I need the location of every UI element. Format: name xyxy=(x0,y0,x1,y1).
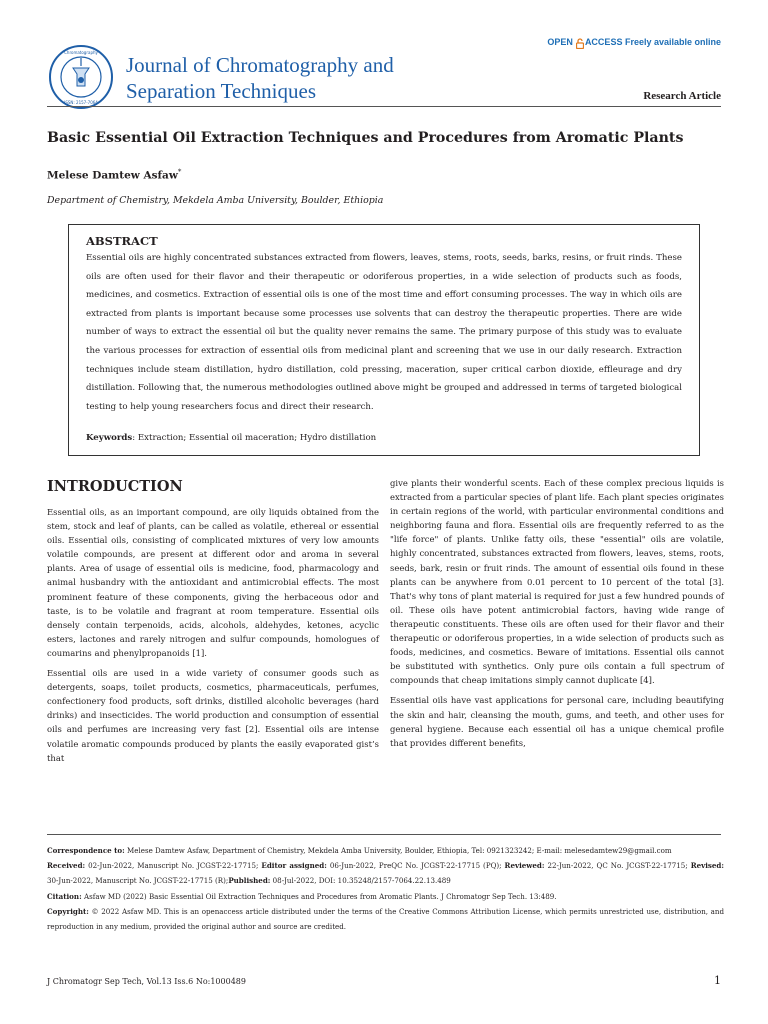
body-column-left xyxy=(47,505,379,771)
copyright-text: © 2022 Asfaw MD. This is an openaccess article distributed under the terms of the Creative Commons Attribution License, which permits unrestricted use, distribution, and reproduction in any medium, provided the original author and source are credited. xyxy=(47,906,724,932)
editor-text: 06-Jun-2022, PreQC No. JCGST-22-17715 (PQ); xyxy=(326,861,505,871)
author-text: Melese Damtew Asfaw xyxy=(47,169,178,182)
reviewed-label: Reviewed: xyxy=(504,861,545,871)
abstract-text: Essential oils are highly concentrated substances extracted from flowers, leaves, stems, roots, seeds, barks, resins, or fruit rinds. These oils are often used for their flavor and their therapeutic or odoriferous properties, in a wide selection of products such as foods, medicines, and cosmetics. Extraction of essential oils is one of the most time and effort consuming processes. The way in which oils are extracted from plants is important because some processes use solvents that can destroy the therapeutic properties. There are wide number of ways to extract the essential oil but the quality never remains the same. The primary purpose of this study was to evaluate the various processes for extraction of essential oils from medicinal plant and screening that we use in our daily research. Extraction techniques include steam distillation, hydro distillation, cold pressing, maceration, super critical carbon dioxide, effleurage and dry distillation. Following that, the numerous methodologies outlined above might be grouped and addressed in terms of targeted biological testing to help young researchers focus and direct their research. xyxy=(86,253,682,412)
footnotes xyxy=(47,843,724,934)
author-affiliation: Department of Chemistry, Mekdela Amba University, Boulder, Ethiopia xyxy=(47,195,384,206)
published-text: 08-Jul-2022, DOI: 10.35248/2157-7064.22.13.489 xyxy=(270,876,451,886)
citation-text: Asfaw MD (2022) Basic Essential Oil Extraction Techniques and Procedures from Aromatic Plants. J Chromatogr Sep Tech. 13:489. xyxy=(81,891,557,901)
correspondence-text: Melese Damtew Asfaw, Department of Chemistry, Mekdela Amba University, Boulder, Ethiopia, Tel: 0921323242; E-mail: melesedamtew29@gmail.com xyxy=(124,846,672,855)
article-type-label: Research Article xyxy=(643,90,721,102)
footnote-divider xyxy=(47,834,721,835)
paragraph: Essential oils, as an important compound, are oily liquids obtained from the stem, stock and leaf of plants, can be called as volatile, ethereal or essential oils. Essential oils, consisting of complicated mixtures of very low amounts volatile compounds, are present at different odor and aroma in several plants. Area of usage of essential oils is medicine, food, pharmacology and animal husbandry with the antioxidant and antimicrobial effects. The most prominent feature of these components, giving the herbaceous odor and taste, is to be volatile and fragrant at room temperature. Essential oils densely contain terpenoids, acids, alcohols, aldehydes, ketones, acyclic esters, lactones and rarely nitrogen and sulfur compounds, homologues of coumarins and phenylpropanoids [1]. xyxy=(47,507,379,658)
paragraph: Essential oils are used in a wide variety of consumer goods such as detergents, soaps, toilet products, cosmetics, pharmaceuticals, perfumes, confectionery food products, soft drinks, distilled alcoholic beverages (hard drinks) and insecticides. The world production and consumption of essential oils and perfumes are increasing very fast [2]. Essential oils are intense volatile aromatic compounds produced by plants the easily evaporated gist’s that xyxy=(47,668,379,763)
reviewed-text: 22-Jun-2022, QC No. JCGST-22-17715; xyxy=(544,861,691,871)
citation-label: Citation: xyxy=(47,891,82,901)
paragraph: give plants their wonderful scents. Each of these complex precious liquids is extracted from a particular species of plant life. Each plant species originates in certain regions of the world, with particular environmental conditions and neighboring fauna and flora. Essential oils are frequently referred to as the "life force" of plants. Unlike fatty oils, these "essential" oils are volatile, highly concentrated, substances extracted from flowers, leaves, stems, roots, seeds, bark, resin or fruit rinds. The amount of essential oils found in these plants can be anywhere from 0.01 percent to 10 percent of the total [3]. That's why tons of plant material is required for just a few hundred pounds of oil. These oils have potent antimicrobial factors, having wide range of therapeutic constituents. These oils are often used for their flavor and their therapeutic or odoriferous properties, in a wide selection of products such as foods, medicines, and cosmetics. Beware of imitations. Essential oils cannot be substituted with synthetics. Only pure oils contain a full spectrum of compounds that cheap imitations simply cannot duplicate [4]. xyxy=(390,478,724,686)
author-name xyxy=(47,168,181,182)
open-access-badge xyxy=(547,37,721,47)
svg-text:ISSN: 2157-7064: ISSN: 2157-7064 xyxy=(64,100,98,105)
journal-logo xyxy=(48,44,114,110)
journal-title-line1: Journal of Chromatography and xyxy=(126,53,394,77)
open-lock-icon xyxy=(576,38,582,46)
revised-text: 30-Jun-2022, Manuscript No. JCGST-22-17715 (R); xyxy=(47,876,229,886)
body-column-right xyxy=(390,476,724,756)
correspondence-note xyxy=(47,843,724,858)
keywords-text: : Extraction; Essential oil maceration; Hydro distillation xyxy=(132,433,377,443)
open-access-suffix: ACCESS Freely available online xyxy=(584,37,721,47)
copyright-note xyxy=(47,904,724,934)
open-access-prefix: OPEN xyxy=(547,37,573,47)
dates-note xyxy=(47,858,724,888)
copyright-label: Copyright: xyxy=(47,906,89,916)
correspondence-label: Correspondence to: xyxy=(47,846,125,855)
editor-label: Editor assigned: xyxy=(261,861,327,871)
revised-label: Revised: xyxy=(690,861,724,871)
section-heading-introduction: INTRODUCTION xyxy=(47,478,183,495)
published-label: Published: xyxy=(228,876,271,886)
author-mark: * xyxy=(177,168,182,176)
keywords-label: Keywords xyxy=(86,433,133,443)
page-number: 1 xyxy=(714,974,721,987)
paragraph: Essential oils have vast applications for personal care, including beautifying the skin and hair, cleansing the mouth, gums, and teeth, and other uses for general hygiene. Because each essential oil has a unique chemical profile that provides different benefits, xyxy=(390,695,724,748)
journal-reference-footer: J Chromatogr Sep Tech, Vol.13 Iss.6 No:1000489 xyxy=(47,977,246,986)
received-label: Received: xyxy=(47,861,86,871)
received-text: 02-Jun-2022, Manuscript No. JCGST-22-17715; xyxy=(85,861,262,871)
citation-note xyxy=(47,889,724,904)
keywords xyxy=(86,433,682,443)
abstract-heading: ABSTRACT xyxy=(86,234,158,248)
svg-text:Chromatography: Chromatography xyxy=(64,50,98,55)
header-divider xyxy=(47,106,721,107)
journal-title-line2: Separation Techniques xyxy=(126,79,317,103)
paper-title: Basic Essential Oil Extraction Techniques and Procedures from Aromatic Plants xyxy=(47,130,684,146)
journal-title xyxy=(126,52,394,104)
